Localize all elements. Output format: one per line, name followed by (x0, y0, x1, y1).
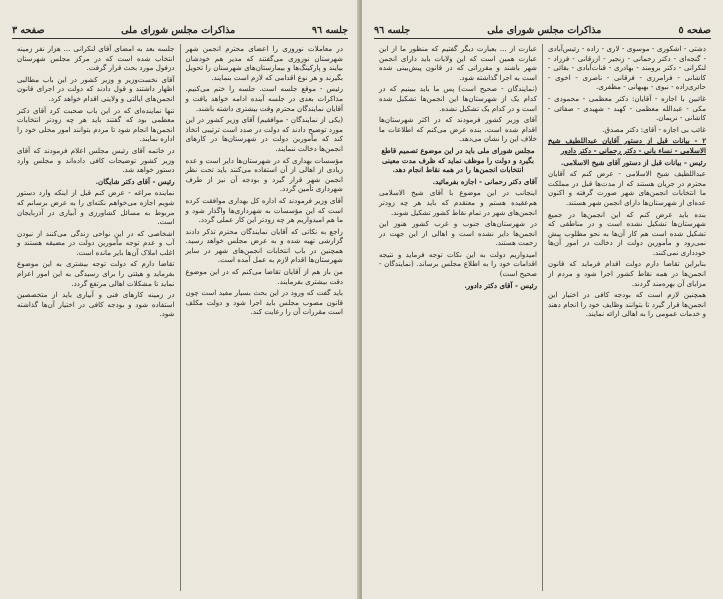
paragraph: نماینده مراغه - عرض کنم قبل از اینکه وارد دستور شویم اجازه می‌خواهم نکته‌ای را به عرض برسانم که مربوط به مسائل کشاورزی و آبیاری در آذربایجان است. (17, 188, 175, 227)
paragraph: آقای نخست‌وزیر و وزیر کشور در این باب مطالبی اظهار داشتند و قول دادند که دولت در اجرای قانون انجمن‌های ایالتی و ولایتی اقدام خواهد کرد. (17, 74, 175, 103)
paragraph: در خاتمه آقای رئیس مجلس اعلام فرمودند که آقای وزیر کشور توضیحات کافی داده‌اند و مجلس وارد دستور خواهد شد. (17, 145, 175, 175)
right-journal-title: مذاکرات مجلس شورای ملی (487, 24, 602, 36)
right-page-right-column (543, 44, 711, 591)
paragraph: عبداللطیف شیخ الاسلامی - عرض کنم که آقایان محترم در جریان هستند که از مدت‌ها قبل در مملکت ما انتخابات انجمن‌های شهر صورت گرفته و اکنون عده‌ای از شهرستان‌ها دارای انجمن شهر هستند. (548, 169, 706, 207)
left-page-columns (12, 44, 348, 591)
paragraph: امیدواریم دولت به این نکات توجه فرماید و نتیجه اقدامات خود را به اطلاع مجلس برساند. (نمایندگان - صحیح است) (379, 249, 537, 279)
paragraph: رئیس - آقای دکتر دادور. (464, 280, 537, 290)
paragraph: تنها نماینده‌ای که در این باب صحبت کرد آقای دکتر معظمی بود که گفتند باید هر چه زودتر انتخابات انجمن‌ها انجام شود تا مردم بتوانند امور محلی خود را اداره نمایند. (17, 105, 175, 144)
paragraph: باید گفت که ورود در این بحث بسیار مفید است چون قانون مصوب مجلس باید اجرا شود و دولت مکلف است مقررات آن را رعایت کند. (185, 288, 343, 317)
paragraph: (نمایندگان - صحیح است) پس ما باید ببینیم که در کدام یک از شهرستان‌ها این انجمن‌ها تشکیل شده است و در کدام یک تشکیل نشده. (379, 84, 537, 113)
right-page-header (374, 22, 711, 39)
right-page (362, 0, 723, 599)
paragraph: بنده باید عرض کنم که این انجمن‌ها در جمیع شهرستان‌ها تشکیل نشده است و در مناطقی که تشکیل شده است هم کار آن‌ها به نحو مطلوب پیش نمی‌رود و مأمورین دولت از دخالت در امور آن‌ها خودداری نمی‌کنند. (548, 209, 706, 257)
right-session-label: جلسه ٩٦ (374, 24, 411, 36)
paragraph: آقای وزیر فرمودند که اداره کل بهداری موافقت کرده است که این مؤسسات به شهرداری‌ها واگذار شود و ما هم امیدواریم هر چه زودتر این کار عملی گردد. (185, 195, 343, 225)
right-page-left-column (374, 44, 542, 591)
paragraph: در معاملات نوروزی را اعضای محترم انجمن شهر شهرستان نوروزی می‌گفتند که مدیر هم خودشان بیایند و پارکینگ‌ها و بیمارستان‌های شهرستان را تحویل بگیرند و هر نوع اقدامی که لازم است بنمایند. (185, 44, 343, 82)
paragraph: دشتی - اشکوری - موسوی - لاری - زاده - رئیس‌آبادی - گنجه‌ای - دکتر رحمانی - زنجیر - ازرقانی - فرزاد - لنکرانی - دکتر برومند - بهادری - قنات‌آبادی - بقائی - کاشانی - فرامرزی - فرقانی - ناصری - اخوی - حائری‌زاده - نبوی - بهبهانی - مظفری. (548, 44, 706, 92)
paragraph: آقای وزیر کشور فرمودند که در اکثر شهرستان‌ها اقدام شده است. بنده عرض می‌کنم که اطلاعات ما خلاف این را نشان می‌دهد. (379, 115, 537, 144)
paragraph: ۲ - بیانات قبل از دستور آقایان عبداللطیف شیخ الاسلامی - نساء بانی - دکتر رحمانی - دکتر دادور (548, 136, 706, 155)
left-page-number: صفحه ٣ (12, 24, 45, 36)
paragraph: جلسه بعد به امضای آقای لنکرانی ... هزار نفر زمینه انتخاب شده است که در مرکز مجلس شهرستان دزفول مورد بحث قرار گرفت. (17, 44, 175, 73)
paragraph: اشخاصی که در این نواحی زندگی می‌کنند از نبودن آب و عدم توجه مأمورین دولت در مضیقه هستند و اغلب املاک آن‌ها بایر مانده است. (17, 228, 175, 257)
paragraph: در زمینه کارهای فنی و آبیاری باید از متخصصین استفاده شود و بودجه کافی در اختیار آن‌ها گذاشته شود. (17, 290, 175, 319)
left-page-left-column (12, 44, 180, 591)
left-page (0, 0, 360, 599)
left-page-right-column (181, 44, 349, 591)
paragraph: غائبین با اجازه - آقایان: دکتر معظمی - محمودی - مکی - عبدالله معظمی - کهبد - شهیدی - صفائی - کاشانی - نریمان. (548, 93, 706, 123)
paragraph: (یکی از نمایندگان - موافقیم) آقای وزیر کشور در این مورد توضیح دادند که دولت در صدد است ترتیبی اتخاذ کند که مأمورین دولت در شهرستان‌ها در کارهای انجمن‌ها دخالت ننمایند. (185, 115, 343, 153)
left-journal-title: مذاکرات مجلس شورای ملی (121, 24, 236, 36)
left-session-label: جلسه ٩٦ (311, 24, 348, 36)
right-page-number: صفحه ٥ (678, 24, 711, 36)
paragraph: مؤسسات بهداری که در شهرستان‌ها دایر است و عده زیادی از اهالی از آن استفاده می‌کنند باید تحت نظر انجمن شهر قرار گیرد و بودجه آن نیز از طرف شهرداری تأمین گردد. (185, 155, 343, 194)
paragraph: رئیس - بیانات قبل از دستور آقای شیخ الاسلامی. (560, 157, 706, 167)
left-page-header (12, 22, 348, 39)
paragraph: مجلس شورای ملی باید در این موضوع تصمیم قاطع بگیرد و دولت را موظف نماید که ظرف مدت معینی انتخابات انجمن‌ها را در همه نقاط انجام دهد. (381, 145, 535, 175)
paragraph: رئیس - آقای دکتر شایگان. (95, 176, 175, 186)
paragraph: تقاضا دارم که دولت توجه بیشتری به این موضوع بفرماید و هیئتی را برای رسیدگی به این امور اعزام نماید تا مشکلات اهالی مرتفع گردد. (17, 259, 175, 288)
paragraph: عبارت از ... بعبارت دیگر گفتیم که منظور ما از این عبارت همین است که این ولایات باید دارای انجمن شهر باشند و مقرراتی که در قانون پیش‌بینی شده است به اجرا گذاشته شود. (379, 44, 537, 82)
paragraph: اینجانب در این موضوع با آقای شیخ الاسلامی هم‌عقیده هستم و معتقدم که باید هر چه زودتر انجمن‌های شهر در تمام نقاط کشور تشکیل شوند. (379, 188, 537, 217)
paragraph: من باز هم از آقایان تقاضا می‌کنم که در این موضوع دقت بیشتری بفرمایند. (185, 267, 343, 286)
paragraph: غائب بی اجازه - آقای: دکتر مصدق. (602, 124, 706, 134)
paragraph: همچنین لازم است که بودجه کافی در اختیار این انجمن‌ها قرار گیرد تا بتوانند وظایف خود را انجام دهند و خدمات عمومی را به اهالی ارائه نمایند. (548, 290, 706, 319)
paragraph: بنابراین تقاضا دارم دولت اقدام فرماید که قانون انجمن‌ها در همه نقاط کشور اجرا شود و مردم از مزایای آن بهره‌مند گردند. (548, 259, 706, 288)
paragraph: آقای دکتر رحمانی - اجازه بفرمائید. (432, 176, 537, 186)
paragraph: در شهرستان‌های جنوب و غرب کشور هنوز این انجمن‌ها دایر نشده است و اهالی از این جهت در زحمت هستند. (379, 219, 537, 248)
paragraph: راجع به نکاتی که آقایان نمایندگان محترم تذکر دادند گزارشی تهیه شده و به عرض مجلس خواهد رسید. همچنین در باب انتخابات انجمن‌های شهر در سایر شهرستان‌ها اقدام لازم به عمل آمده است. (185, 226, 343, 265)
paragraph: رئیس - موقع جلسه است. جلسه را ختم می‌کنیم. مذاکرات بعدی در جلسه آینده ادامه خواهد یافت و آقایان نمایندگان محترم وقت بیشتری داشته باشند. (185, 84, 343, 113)
right-page-columns (374, 44, 711, 591)
